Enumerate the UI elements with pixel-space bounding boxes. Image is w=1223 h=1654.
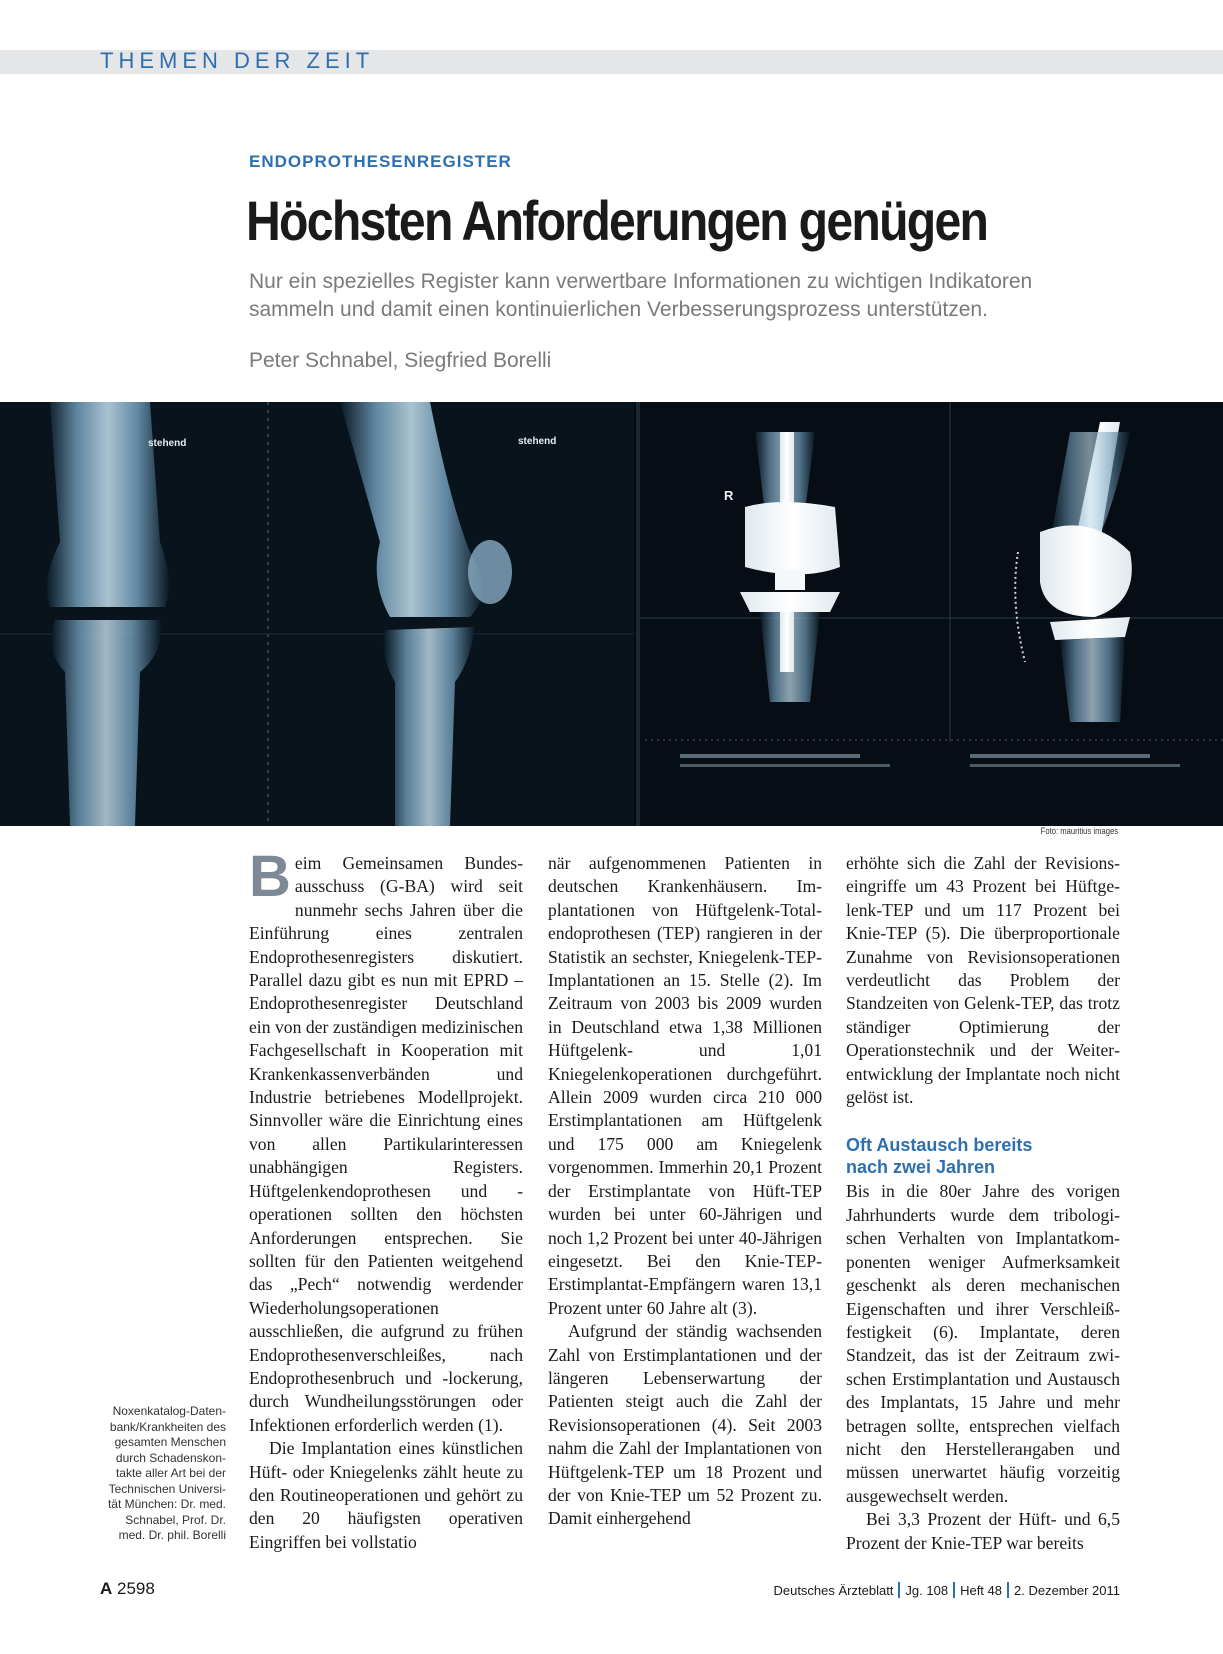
article-authors: Peter Schnabel, Siegfried Borelli — [249, 349, 552, 372]
paragraph-text: eim Gemeinsamen Bundesausschuss (G-BA) wird seit nunmehr sechs Jahren über die Einführung eines zentralen Endoprothesenregisters diskutiert. Parallel dazu gibt es nun mit EPRD – Endoprothesenregister Deutschland ein von der zuständigen medizinischen Fachgesellschaft in Kooperation mit Krankenkassenverbänden und Industrie betriebenes Modellprojekt. Sinnvoller wäre die Einrichtung eines von allen Partikularinteressen unabhängigen Registers. Hüftgelenkendoprothesen und -operationen sollten den höchsten Anforderungen entsprechen. Sie sollten für den Patienten weitgehend das „Pech“ notwendig werdender Wiederholungsoperationen ausschließen, die aufgrund zu frühen Endoprothesenverschleißes, nach Endoprothesenbruch und -lockerung, durch Wundheilungsstörungen oder Infektionen erforderlich werden (1). — [249, 853, 523, 1435]
subheading-line: Oft Austausch bereits — [846, 1135, 1033, 1156]
divider — [953, 1582, 955, 1598]
xray-illustration — [0, 402, 1223, 826]
article-column-1 — [249, 844, 523, 1554]
caption-line: Noxenkatalog-Daten- — [112, 1404, 226, 1418]
caption-line: bank/Krankheiten des — [109, 1419, 226, 1434]
article-column-3 — [846, 852, 1120, 1555]
article-kicker: ENDOPROTHESENREGISTER — [249, 152, 512, 171]
paragraph: Bis in die 80er Jahre des vorigen Jahrhunderts wurde dem tribologischen Verhalten von Implantatkomponenten weniger Aufmerksamkeit geschenkt als deren mechanischen Eigenschaften und ihrer Verschleißfestigkeit (6). Implantate, deren Standzeit, das ist der Zeitraum zwischen Erstimplantation und Austausch des Implantats, 15 Jahre und mehr betragen sollte, entsprechen vielfach nicht den Herstellerанgaben und müssen unerwartet häufig vorzeitig ausgewechselt werden. — [846, 1181, 1120, 1506]
lead-line: Nur ein spezielles Register kann verwertbare Informationen zu wichtigen Indikatoren — [249, 270, 1033, 293]
journal-name: Deutsches Ärzteblatt — [773, 1583, 894, 1598]
xray-label-r: R — [724, 488, 734, 503]
issue-date: 2. Dezember 2011 — [1014, 1583, 1120, 1598]
page-prefix: A — [100, 1579, 113, 1598]
article-column-2 — [548, 852, 822, 1531]
paragraph — [249, 844, 523, 1437]
footer-publication — [773, 1582, 1120, 1598]
xray-label-standing-1: stehend — [148, 438, 187, 449]
drop-cap: B — [249, 844, 291, 909]
paragraph: när aufgenommenen Patienten in deutschen Krankenhäusern. Implantationen von Hüftgelenk-Totalendoprothesen (TEP) rangieren in der Statistik an sechster, Kniegelenk-TEP-Implantationen an 15. Stelle (2). Im Zeitraum von 2003 bis 2009 wurden in Deutschland etwa 1,38 Millionen Hüftgelenk- und 1,01 Kniegelenkoperationen durchgeführt. Allein 2009 wurden circa 210 000 Erstimplantationen am Hüftgelenk und 175 000 am Kniegelenk vorgenommen. Immerhin 20,1 Prozent der Erstimplantate von Hüft-TEP wurden bei unter 60-Jährigen und noch 1,2 Prozent bei unter 40-Jährigen eingesetzt. Bei den Knie-TEP-Erstimplantat-Empfängern waren 13,1 Prozent unter 60 Jahre alt (3). — [548, 853, 822, 1318]
caption-line: gesamten Menschen — [114, 1435, 226, 1449]
caption-line: takte aller Art bei der — [115, 1466, 226, 1480]
caption-line: Schnabel, Prof. Dr. — [125, 1512, 226, 1527]
xray-label-standing-2: stehend — [518, 436, 557, 447]
paragraph: Bei 3,3 Prozent der Hüft- und 6,5 Prozent der Knie-TEP war bereits — [846, 1509, 1120, 1553]
caption-line: durch Schadenskon- — [115, 1450, 226, 1465]
xray-photo — [0, 402, 1223, 826]
divider — [898, 1582, 900, 1598]
paragraph: Die Implantation eines künstlichen Hüft- oder Kniegelenks zählt heute zu den Routineoperationen und gehört zu den 20 häufigsten operativen Eingriffen bei vollstatio — [249, 1438, 523, 1552]
journal-issue: Heft 48 — [960, 1583, 1002, 1598]
paragraph: Aufgrund der ständig wachsenden Zahl von Erstimplantationen und der längeren Lebenserwartung der Patienten steigt auch die Zahl der Revisionsoperationen (4). Seit 2003 nahm die Zahl der Implantationen von Hüftgelenk-TEP um 18 Prozent und der von Knie-TEP um 52 Prozent zu. Damit einhergehend — [548, 1321, 822, 1529]
sidebar-caption — [96, 1404, 226, 1544]
caption-line: tät München: Dr. med. — [107, 1497, 226, 1511]
paragraph: erhöhte sich die Zahl der Revisionseingriffe um 43 Prozent bei Hüftgelenk-TEP und um 117 Prozent bei Knie-TEP (5). Die überproportionale Zunahme von Revisionsoperationen verdeutlicht das Problem der Standzeiten von Gelenk-TEP, das trotz ständiger Optimierung der Operationstechnik und der Weiterentwicklung der Implantate noch nicht gelöst ist. — [846, 853, 1120, 1108]
article-title: Höchsten Anforderungen genügen — [246, 189, 988, 252]
lead-line: sammeln und damit einen kontinuierlichen Verbesserungsprozess unterstützen. — [249, 298, 988, 321]
caption-line: med. Dr. phil. Borelli — [118, 1528, 226, 1542]
caption-line: Technischen Universi- — [108, 1481, 226, 1496]
article-lead — [249, 268, 1149, 324]
section-label: THEMEN DER ZEIT — [100, 48, 375, 73]
page-number — [100, 1579, 155, 1599]
page-number-value: 2598 — [117, 1579, 155, 1598]
divider — [1007, 1582, 1009, 1598]
photo-credit: Foto: mauritius images — [1040, 826, 1118, 836]
subheading-line: nach zwei Jahren — [846, 1157, 996, 1178]
journal-volume: Jg. 108 — [905, 1583, 949, 1598]
subheading — [846, 1134, 1120, 1178]
